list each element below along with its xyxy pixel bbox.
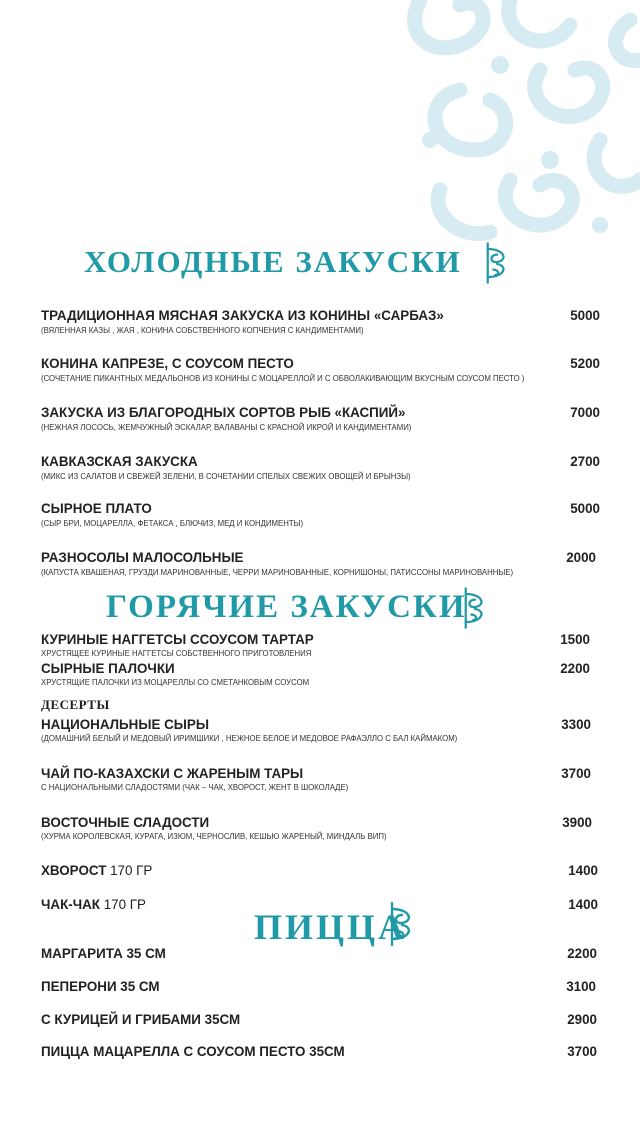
ornament-icon <box>388 899 418 949</box>
item-name <box>41 863 152 878</box>
item-price: 1500 <box>560 632 590 647</box>
ornament-icon <box>462 586 490 630</box>
item-name: РАЗНОСОЛЫ МАЛОСОЛЬНЫЕ <box>41 550 244 565</box>
item-price: 2200 <box>567 946 597 961</box>
item-price: 3700 <box>561 766 591 781</box>
item-name: ТРАДИЦИОННАЯ МЯСНАЯ ЗАКУСКА ИЗ КОНИНЫ «САРБАЗ» <box>41 308 444 323</box>
section-title-hot: ГОРЯЧИЕ ЗАКУСКИ <box>106 589 467 625</box>
item-price: 2000 <box>566 550 596 565</box>
item-desc: С НАЦИОНАЛЬНЫМИ СЛАДОСТЯМИ (ЧАК – ЧАК, ХВОРОСТ, ЖЕНТ В ШОКОЛАДЕ) <box>41 783 349 792</box>
item-price: 5000 <box>570 308 600 323</box>
item-name: КОНИНА КАПРЕЗЕ, С СОУСОМ ПЕСТО <box>41 356 294 371</box>
item-price: 3700 <box>567 1044 597 1059</box>
item-price: 5000 <box>570 501 600 516</box>
item-weight: 170 ГР <box>110 863 153 878</box>
item-desc: (МИКС ИЗ САЛАТОВ И СВЕЖЕЙ ЗЕЛЕНИ, В СОЧЕТАНИИ СПЕЛЫХ СВЕЖИХ ОВОЩЕЙ И БРЫНЗЫ) <box>41 472 411 481</box>
item-name: МАРГАРИТА 35 СМ <box>41 946 166 961</box>
item-name: ПИЦЦА МАЦАРЕЛЛА С СОУСОМ ПЕСТО 35СМ <box>41 1044 345 1059</box>
item-price: 7000 <box>570 405 600 420</box>
item-desc: ХРУСТЯЩИЕ ПАЛОЧКИ ИЗ МОЦАРЕЛЛЫ СО СМЕТАНКОВЫМ СОУСОМ <box>41 678 310 687</box>
item-price: 2200 <box>560 661 590 676</box>
item-price: 5200 <box>570 356 600 371</box>
item-name: ЗАКУСКА ИЗ БЛАГОРОДНЫХ СОРТОВ РЫБ «КАСПИЙ» <box>41 405 406 420</box>
section-title-desserts: ДЕСЕРТЫ <box>41 697 110 712</box>
item-name: ПЕПЕРОНИ 35 СМ <box>41 979 160 994</box>
item-name <box>41 897 146 912</box>
item-price: 2900 <box>567 1012 597 1027</box>
item-desc: (СЫР БРИ, МОЦАРЕЛЛА, ФЕТАКСА , БЛЮЧИЗ, МЕД И КОНДИМЕНТЫ) <box>41 519 304 528</box>
item-price: 2700 <box>570 454 600 469</box>
item-name-text: ХВОРОСТ <box>41 863 107 878</box>
item-price: 3900 <box>562 815 592 830</box>
item-weight: 170 ГР <box>103 897 146 912</box>
item-name: С КУРИЦЕЙ И ГРИБАМИ 35СМ <box>41 1012 241 1027</box>
item-desc: (ВЯЛЕННАЯ КАЗЫ , ЖАЯ , КОНИНА СОБСТВЕННОГО КОПЧЕНИЯ С КАНДИМЕНТАМИ) <box>41 326 364 335</box>
item-name: НАЦИОНАЛЬНЫЕ СЫРЫ <box>41 717 209 732</box>
section-title-pizza: ПИЦЦА <box>254 907 408 947</box>
item-name: ВОСТОЧНЫЕ СЛАДОСТИ <box>41 815 210 830</box>
item-price: 1400 <box>568 863 598 878</box>
item-name-text: ЧАК-ЧАК <box>41 897 100 912</box>
item-price: 3300 <box>561 717 591 732</box>
item-name: СЫРНЫЕ ПАЛОЧКИ <box>41 661 175 676</box>
ornament-icon <box>484 240 512 286</box>
ornament-decoration <box>400 0 640 245</box>
item-desc: (ДОМАШНИЙ БЕЛЫЙ И МЕДОВЫЙ ИРИМШИКИ , НЕЖНОЕ БЕЛОЕ И МЕДОВОЕ РАФАЭЛЛО С БАЛ КАЙМАКОМ) <box>41 734 458 743</box>
item-name: СЫРНОЕ ПЛАТО <box>41 501 152 516</box>
item-price: 3100 <box>566 979 596 994</box>
item-desc: ХРУСТЯЩЕЕ КУРИНЫЕ НАГГЕТСЫ СОБСТВЕННОГО ПРИГОТОВЛЕНИЯ <box>41 649 312 658</box>
item-desc: (ХУРМА КОРОЛЕВСКАЯ, КУРАГА, ИЗЮМ, ЧЕРНОСЛИВ, КЕШЬЮ ЖАРЕНЫЙ, МИНДАЛЬ ВИП) <box>41 832 387 841</box>
item-desc: (КАПУСТА КВАШЕНАЯ, ГРУЗДИ МАРИНОВАННЫЕ, ЧЕРРИ МАРИНОВАННЫЕ, КОРНИШОНЫ, ПАТИССОНЫ МАРИНОВАННЫЕ) <box>41 568 514 577</box>
item-name: КАВКАЗСКАЯ ЗАКУСКА <box>41 454 198 469</box>
item-price: 1400 <box>568 897 598 912</box>
item-desc: (НЕЖНАЯ ЛОСОСЬ, ЖЕМЧУЖНЫЙ ЭСКАЛАР, ВАЛАВАНЫ С КРАСНОЙ ИКРОЙ И КАНДИМЕНТАМИ) <box>41 423 412 432</box>
section-title-cold: ХОЛОДНЫЕ ЗАКУСКИ <box>84 244 462 279</box>
item-name: ЧАЙ ПО-КАЗАХСКИ С ЖАРЕНЫМ ТАРЫ <box>41 766 304 781</box>
item-desc: (СОЧЕТАНИЕ ПИКАНТНЫХ МЕДАЛЬОНОВ ИЗ КОНИНЫ С МОЦАРЕЛЛОЙ И С ОБВОЛАКИВАЮЩИМ ВКУСНЫМ СОУСОМ ПЕСТО ) <box>41 374 525 383</box>
item-name: КУРИНЫЕ НАГГЕТСЫ ССОУСОМ ТАРТАР <box>41 632 314 647</box>
